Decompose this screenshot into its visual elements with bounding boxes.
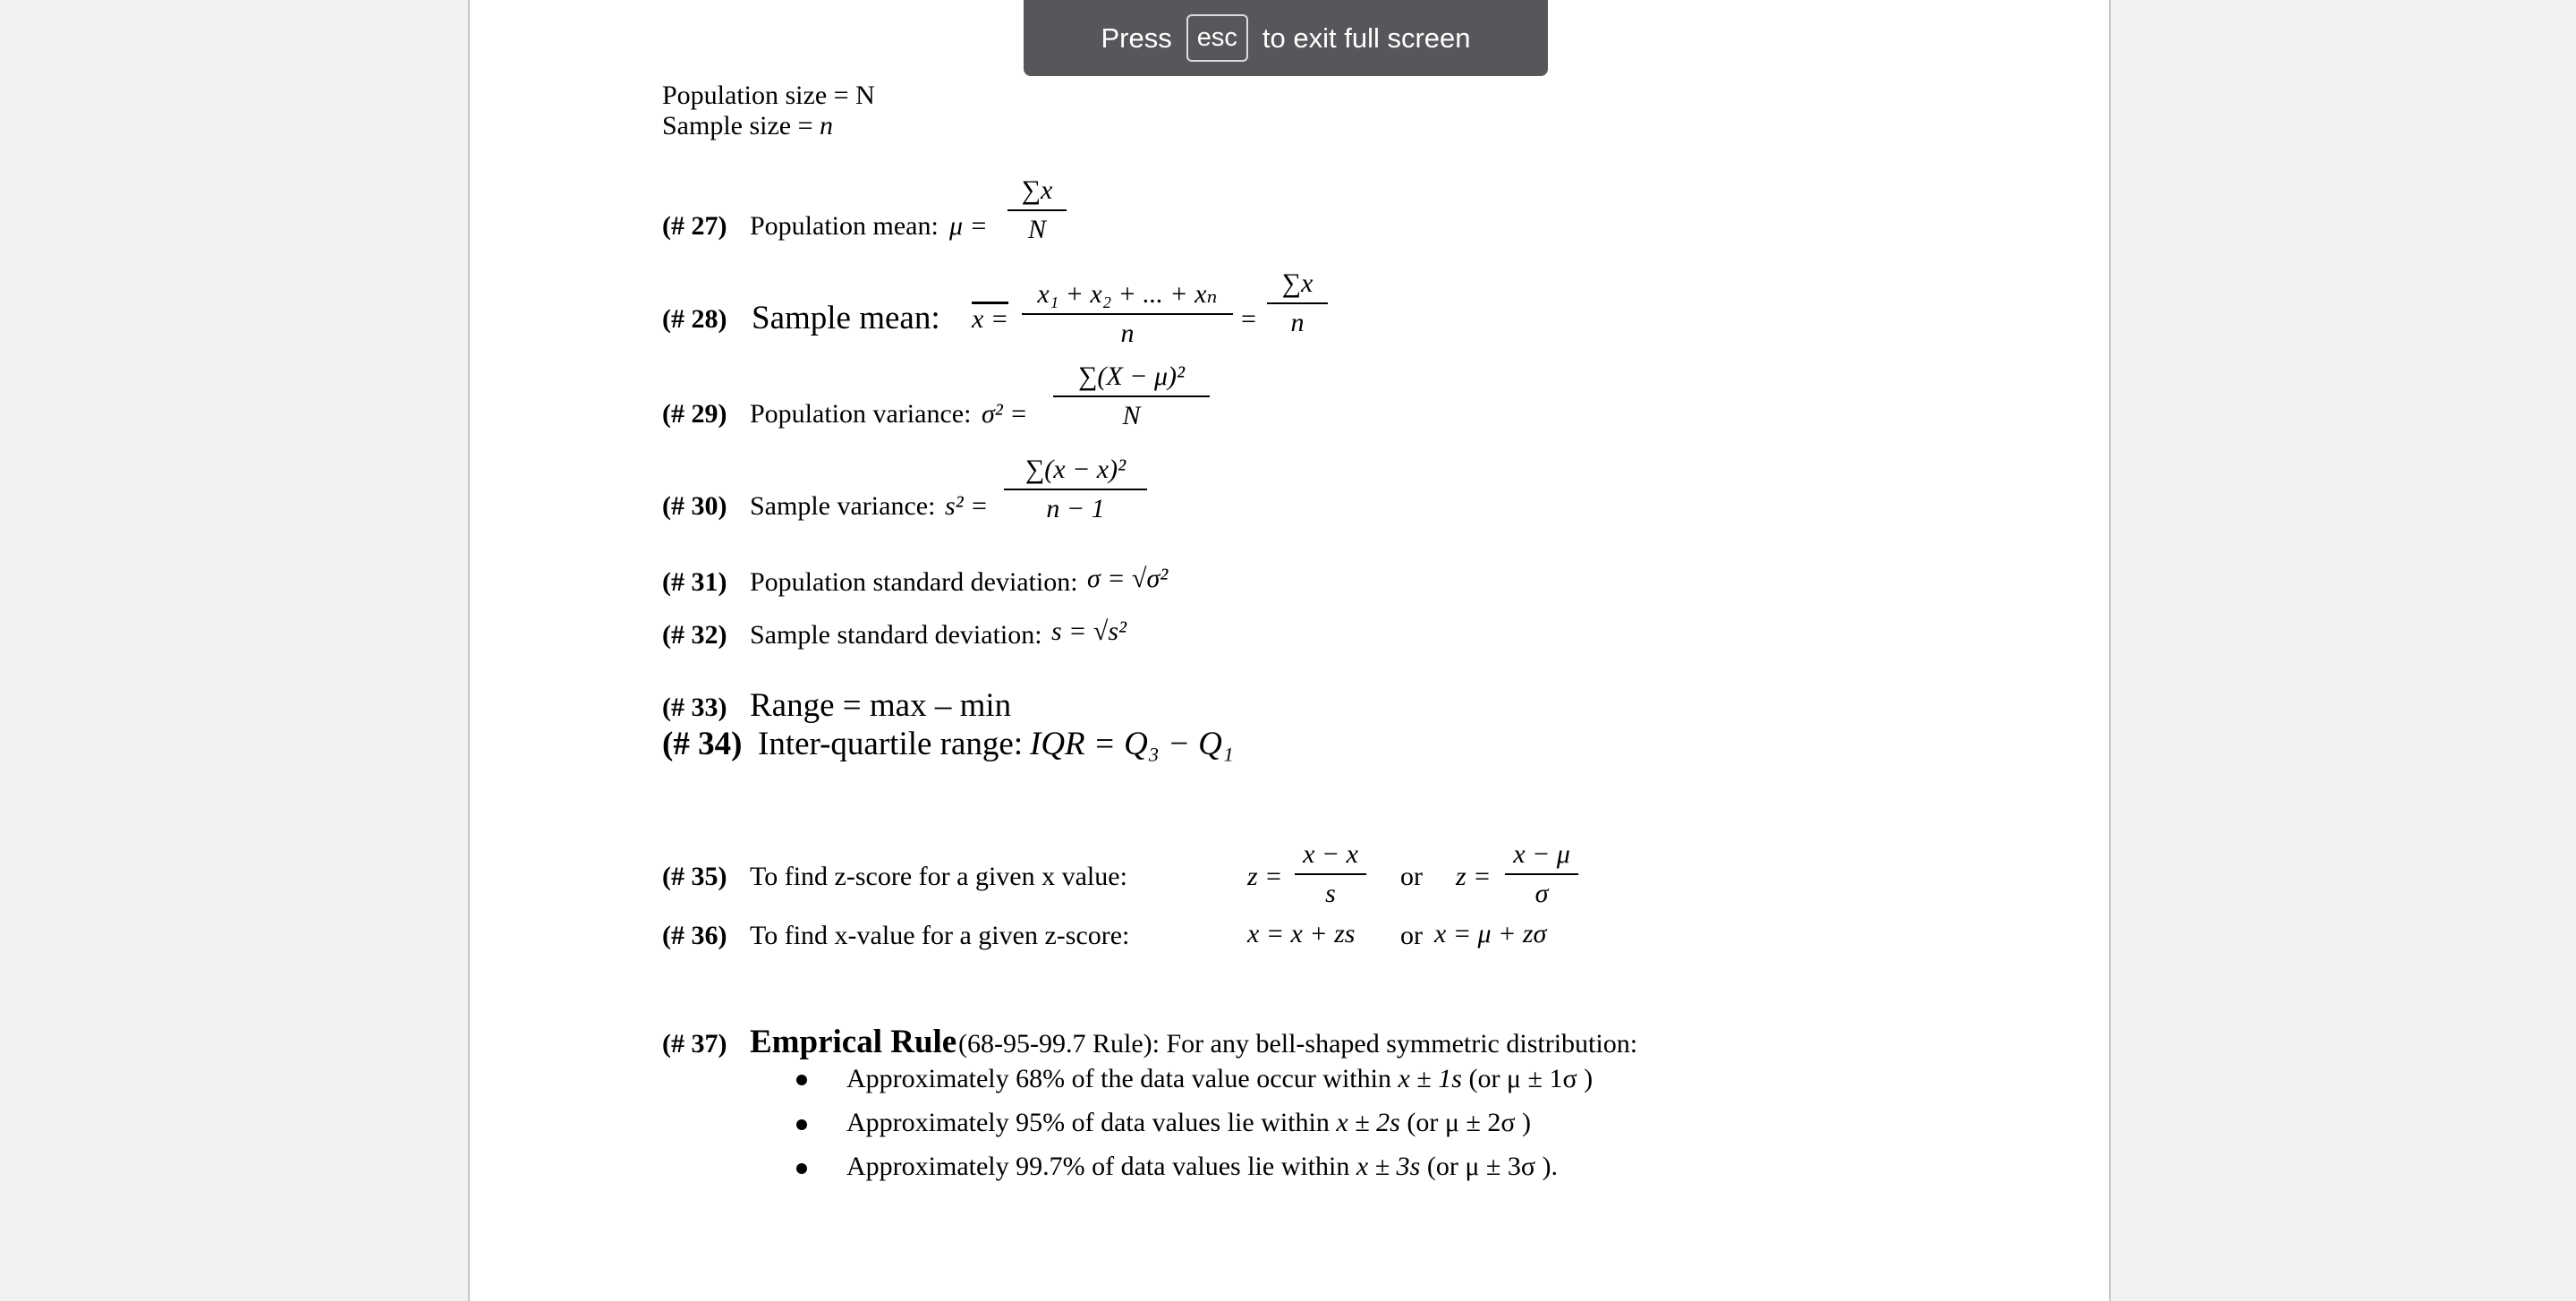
formula-35-z2-fraction: x − μ σ [1505, 839, 1578, 909]
formula-34-label: (# 34) [662, 726, 743, 762]
esc-key-badge: esc [1186, 14, 1248, 62]
formula-27-lhs: μ = [949, 211, 988, 241]
banner-exit-text: to exit full screen [1262, 21, 1471, 54]
formula-36-or: or [1400, 921, 1423, 950]
formula-33-label: (# 33) [662, 693, 727, 722]
formula-29-lhs: σ² = [982, 399, 1028, 429]
empirical-bullet-1: Approximately 68% of the data value occur within x ± 1s (or μ ± 1σ ) [846, 1064, 1594, 1093]
formula-28-equals: = [1241, 304, 1256, 334]
empirical-rule-title: Emprical Rule [750, 1024, 957, 1060]
formula-35-or: or [1400, 862, 1423, 891]
formula-27-label: (# 27) [662, 211, 727, 241]
formula-32-formula: s = √s² [1051, 616, 1127, 646]
formula-30-fraction: ∑(x − x)² n − 1 [1004, 455, 1147, 524]
formula-35-text: To find z-score for a given x value: [750, 862, 1127, 891]
formula-28-label: (# 28) [662, 304, 727, 334]
formula-27-fraction: ∑x N [1007, 175, 1067, 245]
empirical-bullet-2: Approximately 95% of data values lie within x ± 2s (or μ ± 2σ ) [846, 1108, 1532, 1137]
bullet-dot [796, 1119, 807, 1130]
formula-32-label: (# 32) [662, 620, 727, 650]
formula-28-text: Sample mean: [752, 300, 940, 336]
sample-size-def: Sample size = n [662, 111, 834, 140]
formula-28-fraction-1: x₁ + x₂ + ... + xₙ n [1022, 278, 1233, 349]
formula-29-text: Population variance: [750, 399, 972, 429]
formula-36-formula-2: x = μ + zσ [1434, 919, 1547, 948]
bullet-dot [796, 1163, 807, 1174]
formula-36-formula-1: x = x + zs [1247, 919, 1356, 948]
empirical-bullet-3: Approximately 99.7% of data values lie within x ± 3s (or μ ± 3σ ). [846, 1152, 1559, 1181]
formula-30-label: (# 30) [662, 491, 727, 521]
formula-28-lhs: x = [972, 304, 1009, 334]
formula-30-text: Sample variance: [750, 491, 936, 521]
formula-35-z1-fraction: x − x s [1295, 839, 1366, 909]
formula-32-text: Sample standard deviation: [750, 620, 1042, 650]
population-size-def: Population size = N [662, 81, 875, 110]
formula-31-label: (# 31) [662, 567, 727, 597]
formula-35-label: (# 35) [662, 862, 727, 891]
formula-36-label: (# 36) [662, 921, 727, 950]
formula-29-fraction: ∑(X − μ)² N [1053, 361, 1210, 431]
formula-34-formula: IQR = Q₃ − Q₁ [1030, 726, 1234, 762]
formula-36-text: To find x-value for a given z-score: [750, 921, 1130, 950]
formula-30-lhs: s² = [945, 491, 989, 521]
exit-fullscreen-banner[interactable] [1024, 0, 1548, 76]
formula-37-label: (# 37) [662, 1029, 727, 1059]
formula-29-label: (# 29) [662, 399, 727, 429]
banner-press-text: Press [1101, 21, 1172, 54]
formula-28-fraction-2: ∑x n [1267, 268, 1328, 338]
formula-27-text: Population mean: [750, 211, 939, 241]
formula-35-z2-lhs: z = [1456, 862, 1492, 891]
formula-33-text: Range = max – min [750, 687, 1012, 724]
formula-35-z1-lhs: z = [1247, 862, 1283, 891]
formula-31-text: Population standard deviation: [750, 567, 1078, 597]
formula-34-text: Inter-quartile range: [758, 726, 1024, 762]
document-page [468, 0, 2111, 1301]
empirical-rule-subtitle: (68-95-99.7 Rule): For any bell-shaped symmetric distribution: [958, 1029, 1638, 1059]
formula-31-formula: σ = √σ² [1087, 564, 1169, 593]
bullet-dot [796, 1075, 807, 1085]
